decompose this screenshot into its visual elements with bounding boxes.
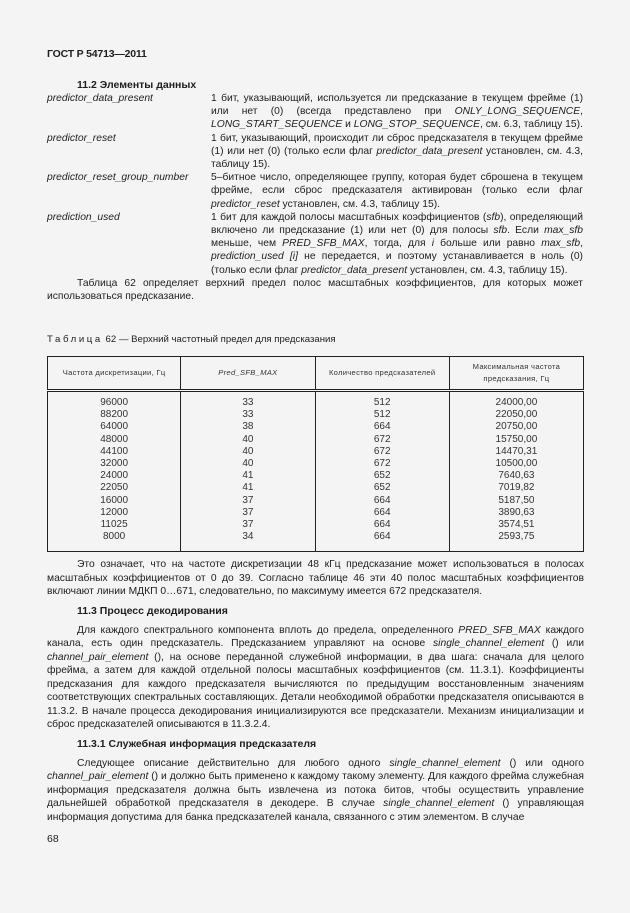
table-cell: 40: [181, 434, 315, 446]
table-cell: 37: [181, 495, 315, 507]
table-cell: 672: [315, 446, 449, 458]
table-cell: 12000: [48, 507, 181, 519]
table-row: [48, 519, 584, 531]
definition-desc: 5–битное число, определяющее группу, которая будет сброшена в текущем фрейме, если сброс предсказателя активирован (только если флаг predictor_reset установлен, см. 4.3, таблицу 15).: [211, 172, 583, 210]
table-62-caption: Таблица 62 — Верхний частотный предел для предсказания: [47, 334, 336, 345]
table-cell: 512: [315, 409, 449, 421]
table-row: [48, 458, 584, 470]
table-cell: 64000: [48, 421, 181, 433]
table-intro-paragraph: Таблица 62 определяет верхний предел полос масштабных коэффициентов, для которых может использоваться предсказание.: [47, 277, 583, 303]
table-cell: 15750,00: [449, 434, 583, 446]
table-cell: 672: [315, 458, 449, 470]
table-cell: 40: [181, 458, 315, 470]
definition-predictor-data-present: [47, 92, 583, 132]
table-cell: 20750,00: [449, 421, 583, 433]
definition-predictor-reset-group-number: [47, 171, 583, 211]
table-cell: 44100: [48, 446, 181, 458]
table-row: [48, 495, 584, 507]
definition-desc: 1 бит для каждой полосы масштабных коэффициентов (sfb), определяющий включено ли предсказание (1) или нет (0) для полосы sfb. Если max_sfb меньше, чем PRED_SFB_MAX, тогда, для i больше или равно max_sfb, prediction_used [i] не передается, и поэтому устанавливается в ноль (0) (только если флаг predictor_data_present установлен, см. 4.3, таблицу 15).: [211, 211, 583, 276]
table-row: [48, 531, 584, 552]
table-cell: 48000: [48, 434, 181, 446]
table-cell: 664: [315, 507, 449, 519]
section-11-3-title: 11.3 Процесс декодирования: [77, 604, 228, 617]
table-cell: 22050: [48, 482, 181, 494]
table-62: [47, 356, 584, 552]
explanation-paragraph: Это означает, что на частоте дискретизации 48 кГц предсказание может использоваться в полосах масштабных коэффициентов от 0 до 39. Согласно таблице 46 эти 40 полос масштабных коэффициентов включают линии МДКП 0…671, следовательно, по максимуму имеется 672 предсказателя.: [47, 559, 584, 597]
definition-predictor-reset: [47, 132, 583, 172]
definition-desc: 1 бит, указывающий, происходит ли сброс предсказателя в текущем фрейме (1) или нет (0) (только если флаг predictor_data_present установлен, см. 4.3, таблицу 15).: [211, 132, 583, 171]
table-row: [48, 409, 584, 421]
table-cell: 664: [315, 519, 449, 531]
definition-term: predictor_reset: [47, 132, 116, 144]
table-cell: 664: [315, 531, 449, 552]
table-cell: 37: [181, 519, 315, 531]
table-row: [48, 482, 584, 494]
table-cell: 40: [181, 446, 315, 458]
section-11-3-1-paragraph: Следующее описание действительно для любого одного single_channel_element () или одного channel_pair_element () и должно быть применено к каждому такому элементу. Для каждого фрейма служебная информация предсказателя должна быть извлечена из потока битов, чтобы осуществить управление дальнейшей обработкой предсказателя в декодере. В случае single_channel_element () управляющая информация допустима для банка предсказателей канала, связанного с этим элементом. В случае: [47, 757, 584, 823]
column-header-pred-sfb-max: Pred_SFB_MAX: [181, 357, 315, 391]
definition-term: predictor_reset_group_number: [47, 172, 189, 184]
column-header-sampling-frequency: Частота дискретизации, Гц: [48, 357, 181, 391]
definition-prediction-used: [47, 211, 583, 277]
column-header-max-prediction-frequency: Максимальная частота предсказания, Гц: [449, 357, 583, 391]
table-cell: 34: [181, 531, 315, 552]
table-cell: 88200: [48, 409, 181, 421]
table-cell: 7640,63: [449, 470, 583, 482]
table-cell: 24000,00: [449, 391, 583, 410]
table-cell: 37: [181, 507, 315, 519]
table-cell: 32000: [48, 458, 181, 470]
table-cell: 14470,31: [449, 446, 583, 458]
table-row: [48, 470, 584, 482]
table-cell: 41: [181, 482, 315, 494]
table-cell: 652: [315, 470, 449, 482]
definition-term: prediction_used: [47, 211, 120, 223]
table-cell: 38: [181, 421, 315, 433]
table-row: [48, 434, 584, 446]
document-id-header: ГОСТ Р 54713—2011: [47, 48, 147, 60]
section-11-3-1-title: 11.3.1 Служебная информация предсказателя: [77, 737, 317, 750]
table-cell: 8000: [48, 531, 181, 552]
column-header-predictor-count: Количество предсказателей: [315, 357, 449, 391]
table-cell: 41: [181, 470, 315, 482]
table-cell: 22050,00: [449, 409, 583, 421]
table-cell: 2593,75: [449, 531, 583, 552]
table-row: [48, 421, 584, 433]
table-cell: 10500,00: [449, 458, 583, 470]
table-cell: 652: [315, 482, 449, 494]
table-cell: 664: [315, 421, 449, 433]
table-cell: 96000: [48, 391, 181, 410]
table-header-row: [48, 357, 584, 391]
table-cell: 33: [181, 391, 315, 410]
table-cell: 5187,50: [449, 495, 583, 507]
section-11-3-paragraph: Для каждого спектрального компонента вплоть до предела, определенного PRED_SFB_MAX каждого канала, есть один предсказатель. Предсказанием управляют на основе single_channel_element () или channel_pair_element (), на основе переданной служебной информации, в два шага: сначала для целого фрейма, а затем для каждой отдельной полосы масштабных коэффициентов (см. 11.3.1). Коэффициенты предсказания для каждого предсказателя вычисляются по предыдущим восстановленным значениям соответствующих спектральных составляющих. Детали необходимой обработки предсказателя описываются в 11.3.2. В начале процесса декодирования инициализируются все предсказатели. Механизм инициализации и сброс предсказателей описываются в 11.3.2.4.: [47, 624, 584, 730]
table-row: [48, 446, 584, 458]
table-cell: 3890,63: [449, 507, 583, 519]
explanation-block: [47, 558, 584, 824]
section-11-2-title: 11.2 Элементы данных: [77, 79, 197, 91]
table-cell: 11025: [48, 519, 181, 531]
table-cell: 7019,82: [449, 482, 583, 494]
table-cell: 16000: [48, 495, 181, 507]
table-cell: 24000: [48, 470, 181, 482]
section-11-2: [47, 78, 583, 303]
table-cell: 664: [315, 495, 449, 507]
table-cell: 512: [315, 391, 449, 410]
definition-desc: 1 бит, указывающий, используется ли предсказание в текущем фрейме (1) или нет (0) (всегда представлено при ONLY_LONG_SEQUENCE, LONG_START_SEQUENCE и LONG_STOP_SEQUENCE, см. 6.3, таблицу 15).: [211, 93, 583, 131]
table-row: [48, 391, 584, 410]
table-row: [48, 507, 584, 519]
definition-term: predictor_data_present: [47, 93, 153, 104]
table-cell: 33: [181, 409, 315, 421]
table-cell: 672: [315, 434, 449, 446]
table-cell: 3574,51: [449, 519, 583, 531]
page-number: 68: [47, 833, 59, 845]
